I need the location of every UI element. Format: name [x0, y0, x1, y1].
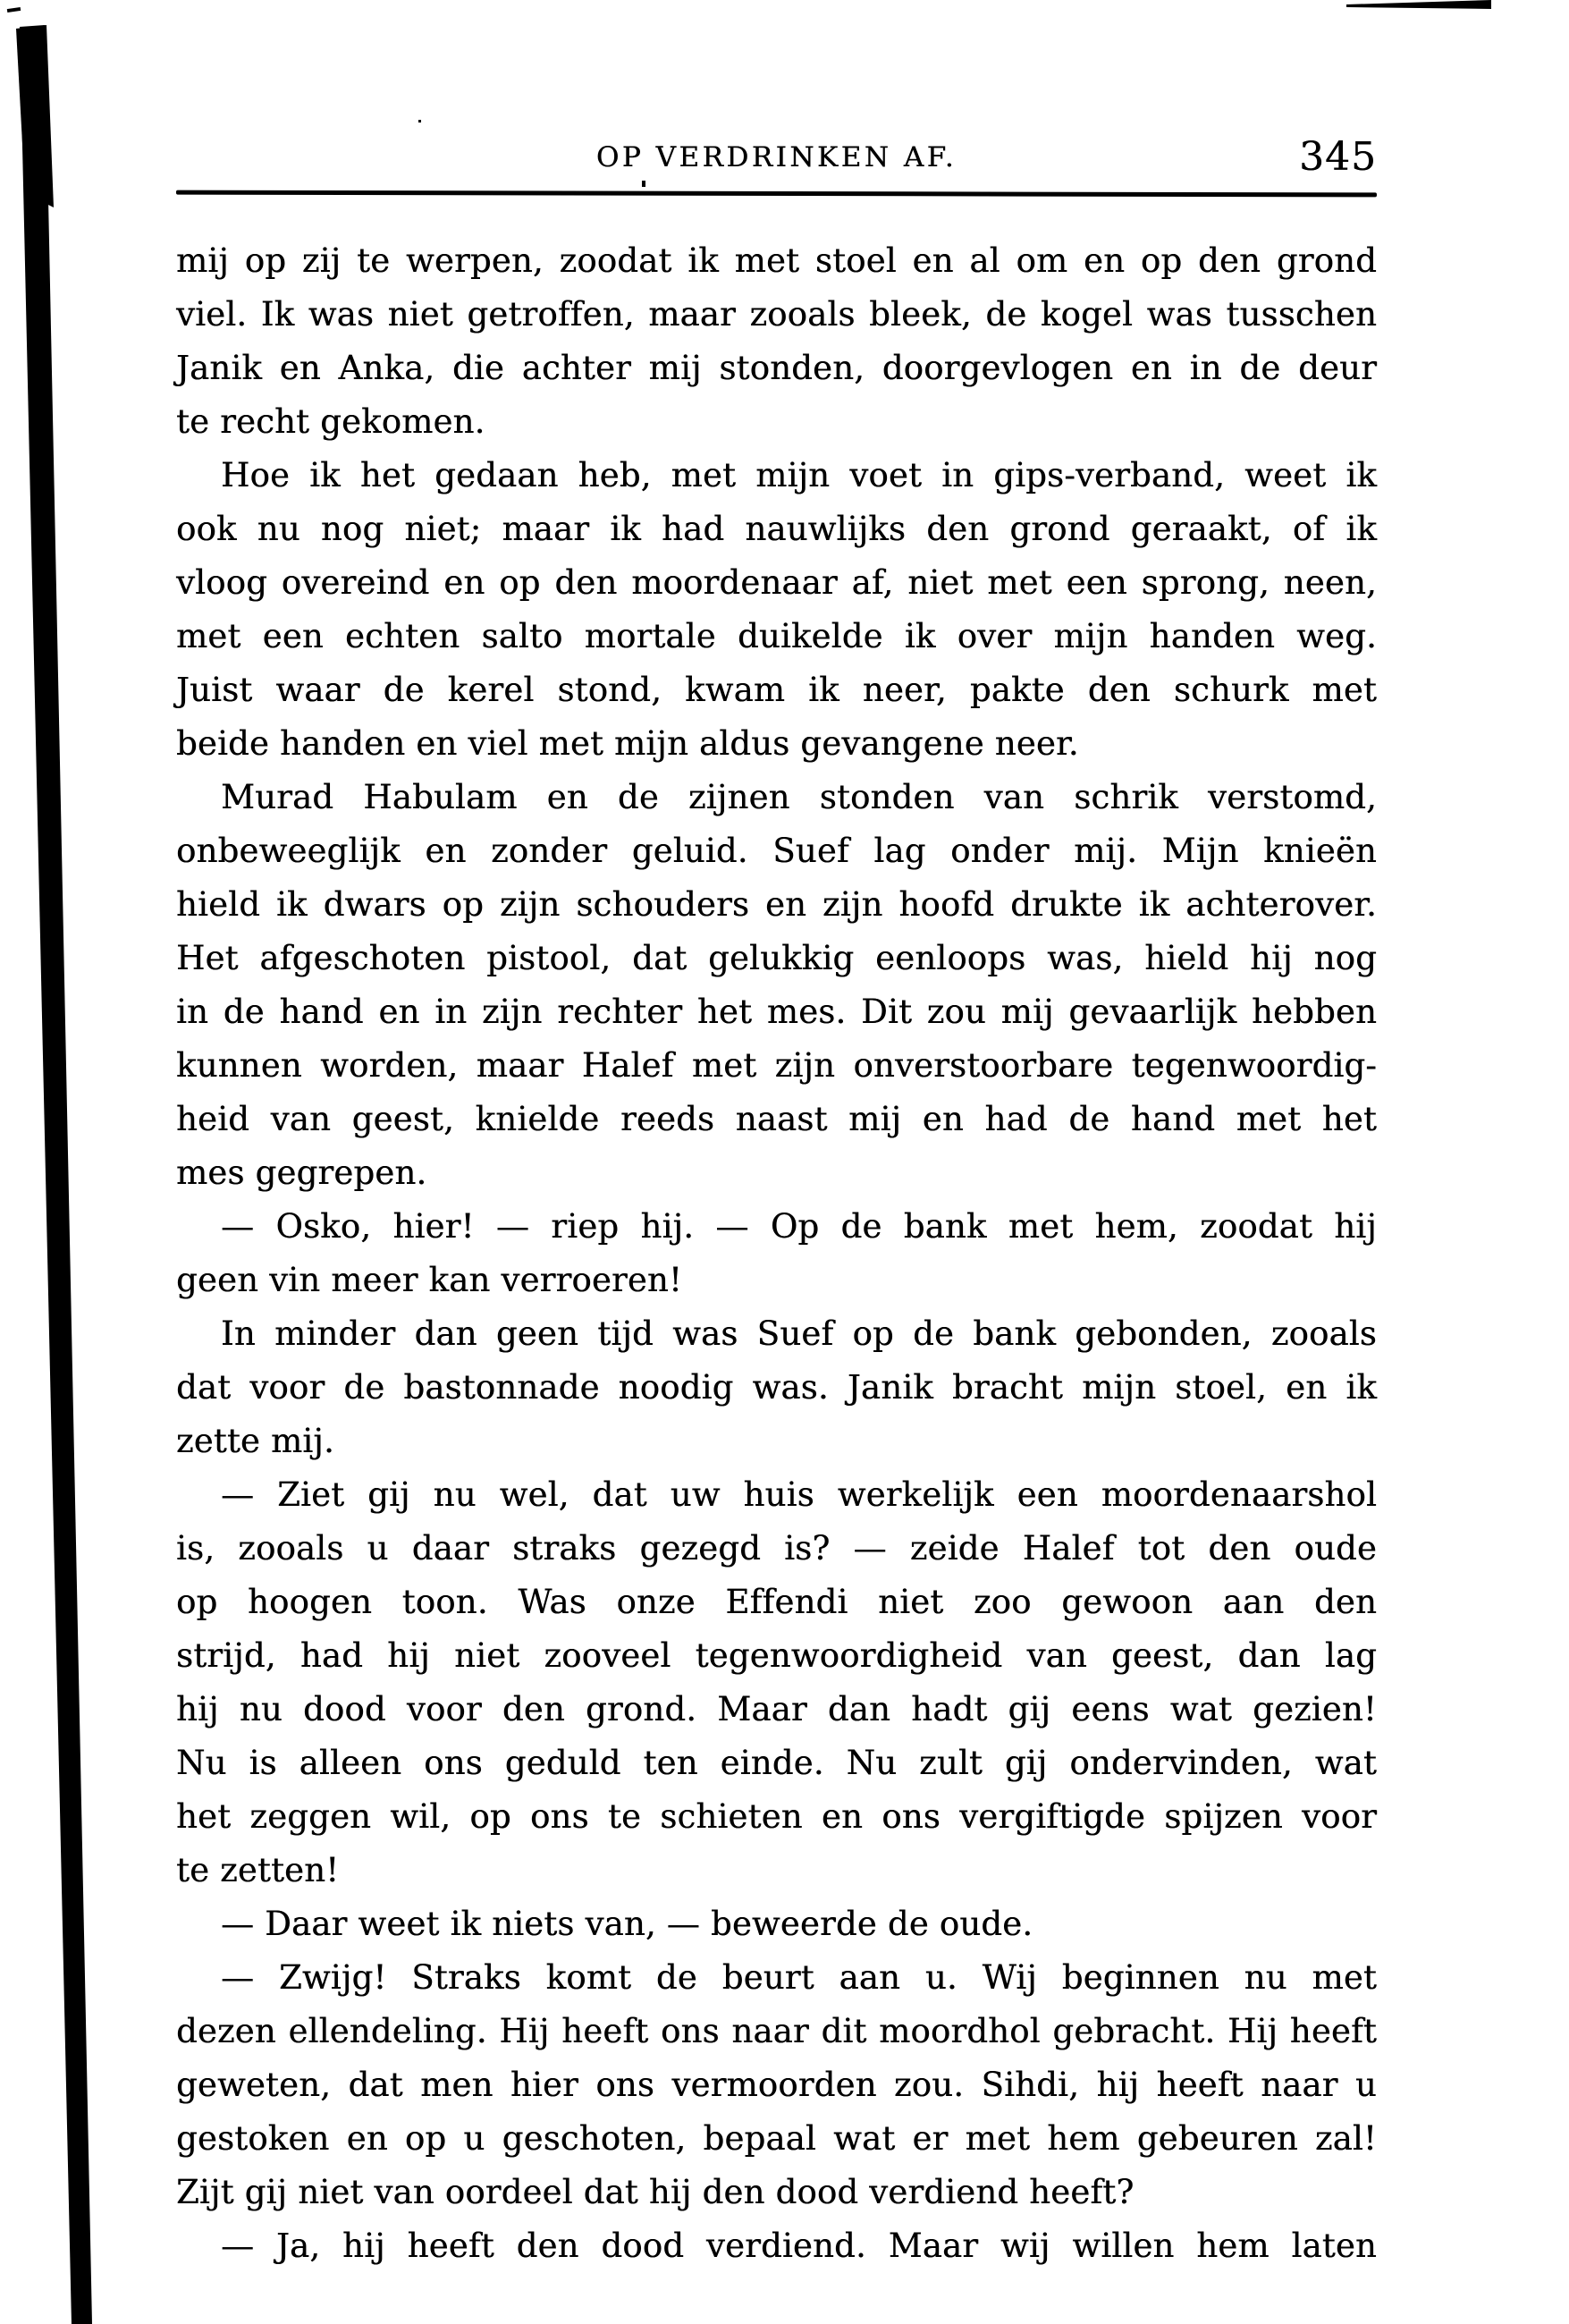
text-line: — Zwijg! Straks komt de beurt aan u. Wij beginnen nu met — [221, 1958, 1377, 1997]
text-line: viel. Ik was niet getroffen, maar zooals bleek, de kogel was tusschen — [176, 295, 1377, 334]
text-line: Murad Habulam en de zijnen stonden van schrik verstomd, — [221, 778, 1377, 816]
paragraph — [176, 1468, 1377, 1897]
paragraph — [176, 771, 1377, 1200]
text-line: is, zooals u daar straks gezegd is? — zeide Halef tot den oude — [176, 1529, 1377, 1568]
text-line: — Ja, hij heeft den dood verdiend. Maar wij willen hem laten — [221, 2227, 1377, 2265]
text-line: — Ziet gij nu wel, dat uw huis werkelijk een moordenaarshol — [221, 1475, 1377, 1514]
page-number: 345 — [1299, 134, 1377, 180]
text-line: met een echten salto mortale duikelde ik over mijn handen weg. — [176, 617, 1377, 655]
text-line: het zeggen wil, op ons te schieten en ons vergiftigde spijzen voor — [176, 1797, 1377, 1836]
text-line: Janik en Anka, die achter mij stonden, doorgevlogen en in de deur — [176, 349, 1377, 387]
running-header — [176, 134, 1377, 190]
text-line: Juist waar de kerel stond, kwam ik neer, pakte den schurk met — [176, 671, 1377, 709]
text-line: te zetten! — [176, 1851, 340, 1889]
paragraph — [176, 2219, 1377, 2273]
text-line: in de hand en in zijn rechter het mes. Dit zou mij gevaarlijk hebben — [176, 993, 1377, 1031]
text-line: kunnen worden, maar Halef met zijn onverstoorbare tegenwoordig- — [176, 1046, 1377, 1085]
chapter-title: OP VERDRINKEN AF. — [595, 141, 957, 173]
header-rule — [176, 190, 1377, 198]
text-line: Het afgeschoten pistool, dat gelukkig eenloops was, hield hij nog — [176, 939, 1377, 977]
text-line: dat voor de bastonnade noodig was. Janik bracht mijn stoel, en ik — [176, 1368, 1377, 1407]
paragraph — [176, 449, 1377, 771]
paragraph — [176, 1200, 1377, 1307]
text-line: Nu is alleen ons geduld ten einde. Nu zult gij ondervinden, wat — [176, 1744, 1377, 1782]
text-line: op hoogen toon. Was onze Effendi niet zoo gewoon aan den — [176, 1583, 1377, 1621]
text-line: — Osko, hier! — riep hij. — Op de bank met hem, zoodat hij — [221, 1207, 1377, 1246]
text-line: hij nu dood voor den grond. Maar dan hadt gij eens wat gezien! — [176, 1690, 1377, 1728]
scan-binding-shadow — [0, 0, 116, 2324]
text-line: zette mij. — [176, 1422, 334, 1460]
text-line: Hoe ik het gedaan heb, met mijn voet in gips-verband, weet ik — [221, 456, 1377, 494]
paragraph — [176, 1307, 1377, 1468]
scan-binding-shadow-top — [0, 0, 116, 232]
text-line: vloog overeind en op den moordenaar af, niet met een sprong, neen, — [176, 563, 1377, 602]
text-line: mij op zij te werpen, zoodat ik met stoel en al om en op den grond — [176, 241, 1377, 280]
text-line: hield ik dwars op zijn schouders en zijn hoofd drukte ik achterover. — [176, 885, 1377, 924]
text-line: mes gegrepen. — [176, 1154, 427, 1192]
text-line: dezen ellendeling. Hij heeft ons naar dit moordhol gebracht. Hij heeft — [176, 2012, 1377, 2050]
text-line: ook nu nog niet; maar ik had nauwlijks den grond geraakt, of ik — [176, 510, 1377, 548]
text-line: heid van geest, knielde reeds naast mij en had de hand met het — [176, 1100, 1377, 1138]
text-line: Zijt gij niet van oordeel dat hij den dood verdiend heeft? — [176, 2173, 1135, 2211]
body-text — [176, 234, 1377, 2273]
text-line: onbeweeglijk en zonder geluid. Suef lag onder mij. Mijn knieën — [176, 832, 1377, 870]
text-line: te recht gekomen. — [176, 402, 485, 441]
paragraph — [176, 234, 1377, 449]
page-content — [176, 0, 1377, 2324]
text-line: geweten, dat men hier ons vermoorden zou. Sihdi, hij heeft naar u — [176, 2066, 1377, 2104]
text-line: beide handen en viel met mijn aldus gevangene neer. — [176, 724, 1079, 763]
text-line: — Daar weet ik niets van, — beweerde de oude. — [221, 1905, 1033, 1943]
text-line: geen vin meer kan verroeren! — [176, 1261, 683, 1299]
text-line: strijd, had hij niet zooveel tegenwoordigheid van geest, dan lag — [176, 1636, 1377, 1675]
scan-edge-mark-top-left — [7, 7, 21, 13]
text-line: gestoken en op u geschoten, bepaal wat er met hem gebeuren zal! — [176, 2119, 1377, 2158]
paragraph — [176, 1951, 1377, 2219]
text-line: In minder dan geen tijd was Suef op de bank gebonden, zooals — [221, 1314, 1377, 1353]
paragraph — [176, 1897, 1377, 1951]
